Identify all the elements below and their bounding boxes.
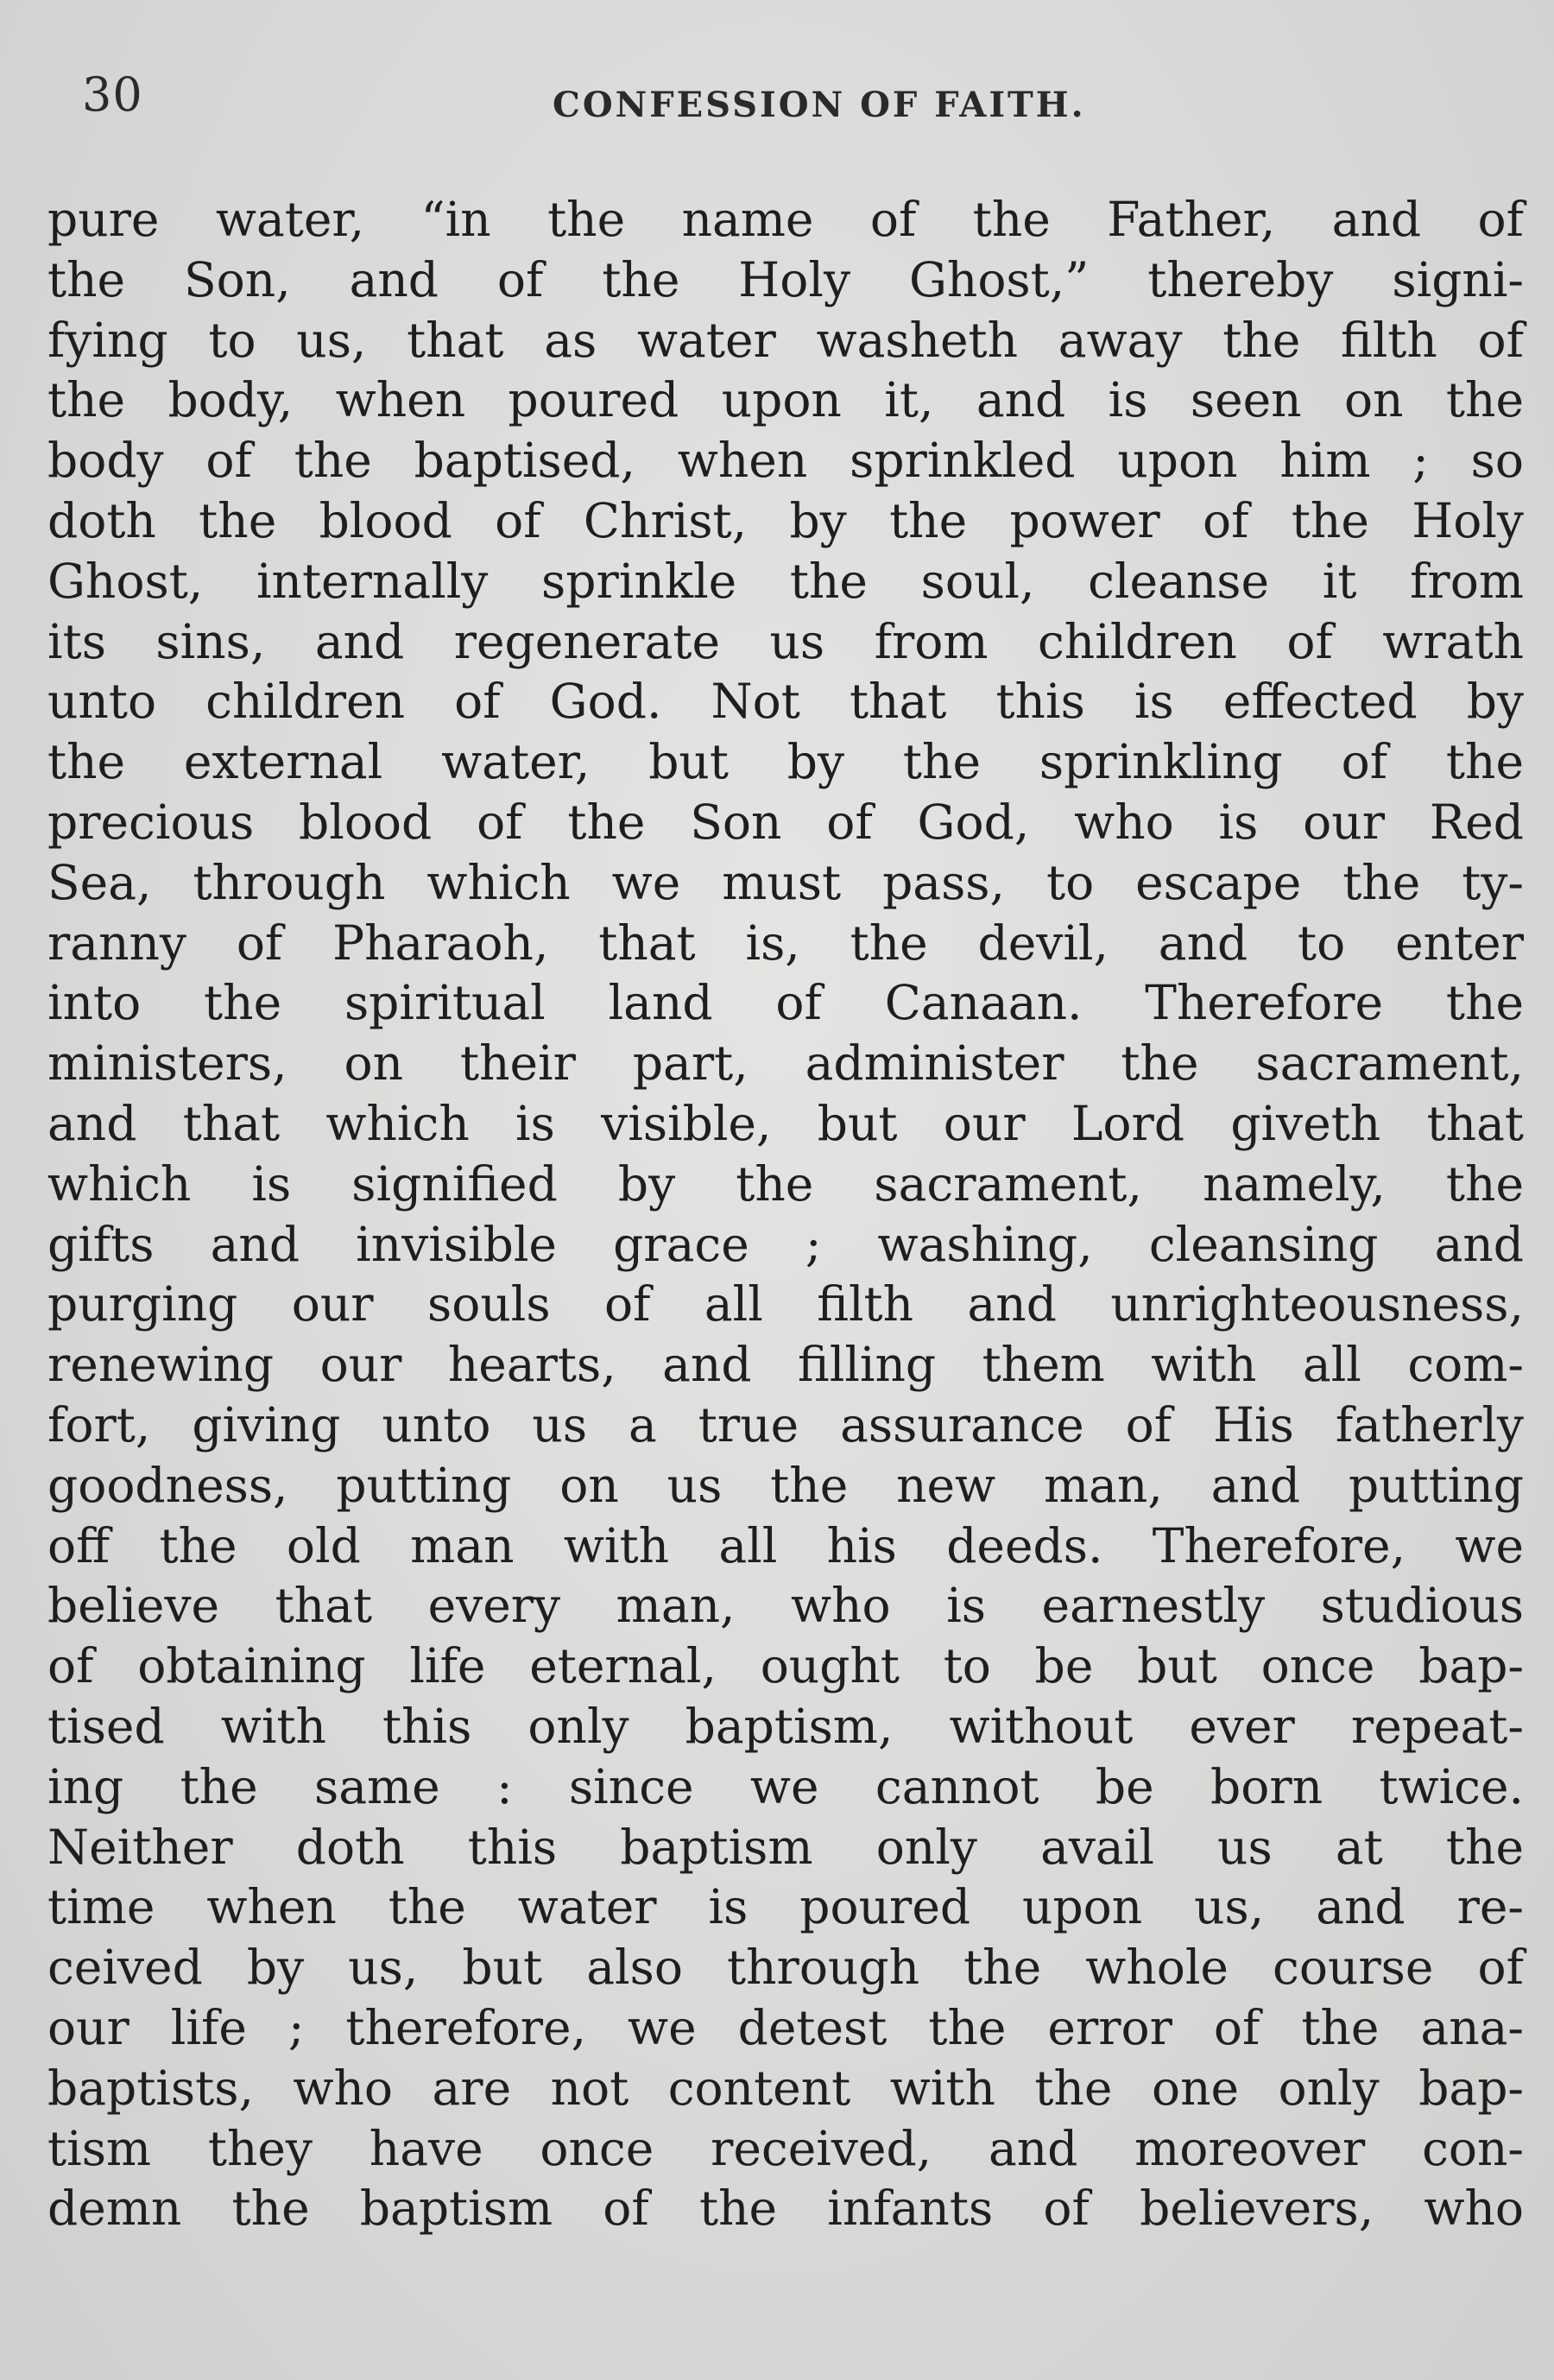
body-text bbox=[47, 190, 1524, 2239]
text-line: fort, giving unto us a true assurance of His fatherly bbox=[47, 1396, 1524, 1453]
text-line: and that which is visible, but our Lord giveth that bbox=[47, 1095, 1524, 1151]
text-line: Sea, through which we must pass, to escape the ty- bbox=[47, 854, 1524, 910]
text-line: renewing our hearts, and filling them with all com- bbox=[47, 1337, 1524, 1393]
text-line: ceived by us, but also through the whole course of bbox=[47, 1940, 1524, 1996]
text-line: believe that every man, who is earnestly studious bbox=[47, 1578, 1524, 1634]
text-line: pure water, “in the name of the Father, and of bbox=[47, 192, 1524, 247]
text-line: goodness, putting on us the new man, and putting bbox=[47, 1457, 1524, 1513]
text-line: ranny of Pharaoh, that is, the devil, and to enter bbox=[47, 915, 1524, 971]
text-line: ing the same : since we cannot be born twice. bbox=[47, 1758, 1524, 1814]
text-line: body of the baptised, when sprinkled upon him ; so bbox=[47, 433, 1524, 489]
text-line: baptists, who are not content with the one only bap- bbox=[47, 2060, 1524, 2116]
running-head: CONFESSION OF FAITH. bbox=[553, 85, 1086, 125]
text-line: into the spiritual land of Canaan. Therefore the bbox=[47, 975, 1524, 1031]
text-line: purging our souls of all filth and unrighteousness, bbox=[47, 1276, 1524, 1332]
text-line: unto children of God. Not that this is effected by bbox=[47, 674, 1524, 730]
text-line: which is signified by the sacrament, namely, the bbox=[47, 1155, 1524, 1212]
text-line: Neither doth this baptism only avail us at the bbox=[47, 1819, 1524, 1875]
text-line: time when the water is poured upon us, and re- bbox=[47, 1879, 1524, 1935]
text-line: tism they have once received, and moreover con- bbox=[47, 2120, 1524, 2176]
text-line: demn the baptism of the infants of believers, who bbox=[47, 2181, 1524, 2237]
text-line: the body, when poured upon it, and is seen on the bbox=[47, 372, 1524, 428]
text-line: off the old man with all his deeds. Therefore, we bbox=[47, 1517, 1524, 1573]
text-line: Ghost, internally sprinkle the soul, cleanse it from bbox=[47, 553, 1524, 609]
text-line: its sins, and regenerate us from children of wrath bbox=[47, 613, 1524, 669]
text-line: gifts and invisible grace ; washing, cleansing and bbox=[47, 1216, 1524, 1272]
page-number: 30 bbox=[82, 67, 143, 122]
page-header bbox=[82, 67, 1515, 136]
text-line: the Son, and of the Holy Ghost,” thereby signi- bbox=[47, 251, 1524, 307]
text-line: doth the blood of Christ, by the power of the Holy bbox=[47, 492, 1524, 548]
text-line: precious blood of the Son of God, who is our Red bbox=[47, 794, 1524, 850]
text-line: the external water, but by the sprinkling of the bbox=[47, 734, 1524, 790]
text-line: fying to us, that as water washeth away the filth of bbox=[47, 312, 1524, 368]
text-line: ministers, on their part, administer the sacrament, bbox=[47, 1035, 1524, 1092]
text-line: tised with this only baptism, without ever repeat- bbox=[47, 1698, 1524, 1754]
text-line: our life ; therefore, we detest the error of the ana- bbox=[47, 1999, 1524, 2055]
text-line: of obtaining life eternal, ought to be but once bap- bbox=[47, 1638, 1524, 1694]
